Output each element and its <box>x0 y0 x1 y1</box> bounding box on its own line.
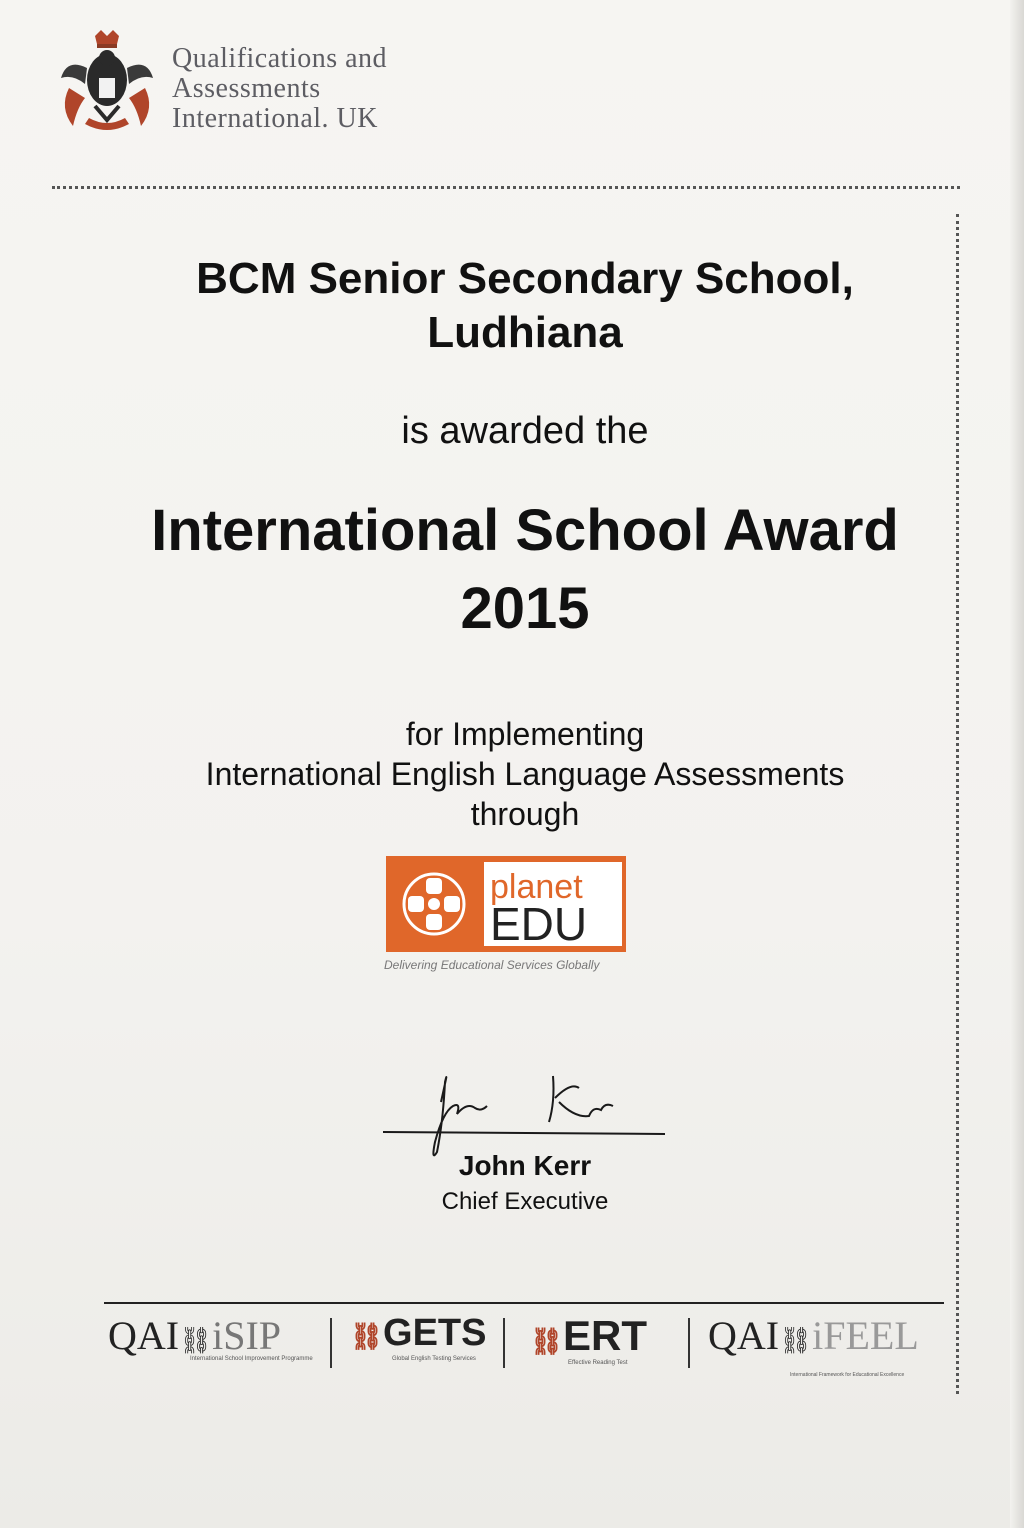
school-name-line2: Ludhiana <box>427 308 623 357</box>
award-title <box>100 492 950 648</box>
school-name-line1: BCM Senior Secondary School, <box>196 254 854 303</box>
footer-separator <box>688 1318 690 1368</box>
organization-name-line2: Assessments <box>172 73 321 104</box>
brand3-name: ERT <box>563 1312 648 1359</box>
brand4-suffix: iFEEL <box>812 1313 919 1358</box>
brand-gets <box>350 1312 486 1355</box>
organization-name-line1: Qualifications and <box>172 43 388 74</box>
partner-tagline: Delivering Educational Services Globally <box>384 958 600 972</box>
brand1-suffix: iSIP <box>212 1313 282 1358</box>
brand-ert <box>530 1312 647 1360</box>
footer-rule <box>104 1302 944 1304</box>
brand2-subtitle: Global English Testing Services <box>392 1356 476 1362</box>
brand-qai-ifeel <box>708 1312 919 1359</box>
planet-edu-logo <box>386 856 626 952</box>
brand4-subtitle: International Framework for Educational Excellence <box>790 1372 905 1378</box>
school-name <box>100 252 950 360</box>
dotted-border-right <box>956 214 959 1394</box>
crest-icon: ⛓ <box>530 1326 564 1356</box>
planet-logo-top-text: planet <box>490 868 583 906</box>
brand3-subtitle: Effective Reading Test <box>568 1360 628 1366</box>
brand2-name: GETS <box>383 1312 487 1354</box>
organization-name-line3: International. UK <box>172 103 378 134</box>
signature-image <box>383 1062 665 1162</box>
organization-name <box>172 44 387 134</box>
awarded-text: is awarded the <box>401 410 649 452</box>
planet-logo-bottom-text: EDU <box>490 898 588 950</box>
brand1-prefix: QAI <box>108 1313 180 1358</box>
award-year: 2015 <box>460 576 590 641</box>
footer-separator <box>330 1318 332 1368</box>
award-name: International School Award <box>151 498 899 563</box>
brand-qai-isip <box>108 1312 281 1359</box>
brand1-subtitle: International School Improvement Programme <box>190 1356 313 1362</box>
award-purpose-line3: through <box>470 796 580 832</box>
crest-icon: ⛓ <box>179 1326 213 1355</box>
signatory-title: Chief Executive <box>441 1188 609 1215</box>
crest-icon: ⛓ <box>779 1326 813 1355</box>
brand4-prefix: QAI <box>708 1313 780 1358</box>
signatory-name: John Kerr <box>458 1150 592 1181</box>
qai-crest-logo <box>55 28 160 138</box>
award-purpose-line1: for Implementing <box>405 716 645 752</box>
page-edge-shadow <box>1010 0 1024 1528</box>
award-purpose-line2: International English Language Assessments <box>205 756 845 792</box>
dotted-border-top <box>52 186 960 189</box>
footer-separator <box>503 1318 505 1368</box>
award-purpose <box>100 714 950 834</box>
planet-edu-emblem-icon <box>404 874 464 934</box>
crest-icon: ⛓ <box>350 1321 384 1351</box>
